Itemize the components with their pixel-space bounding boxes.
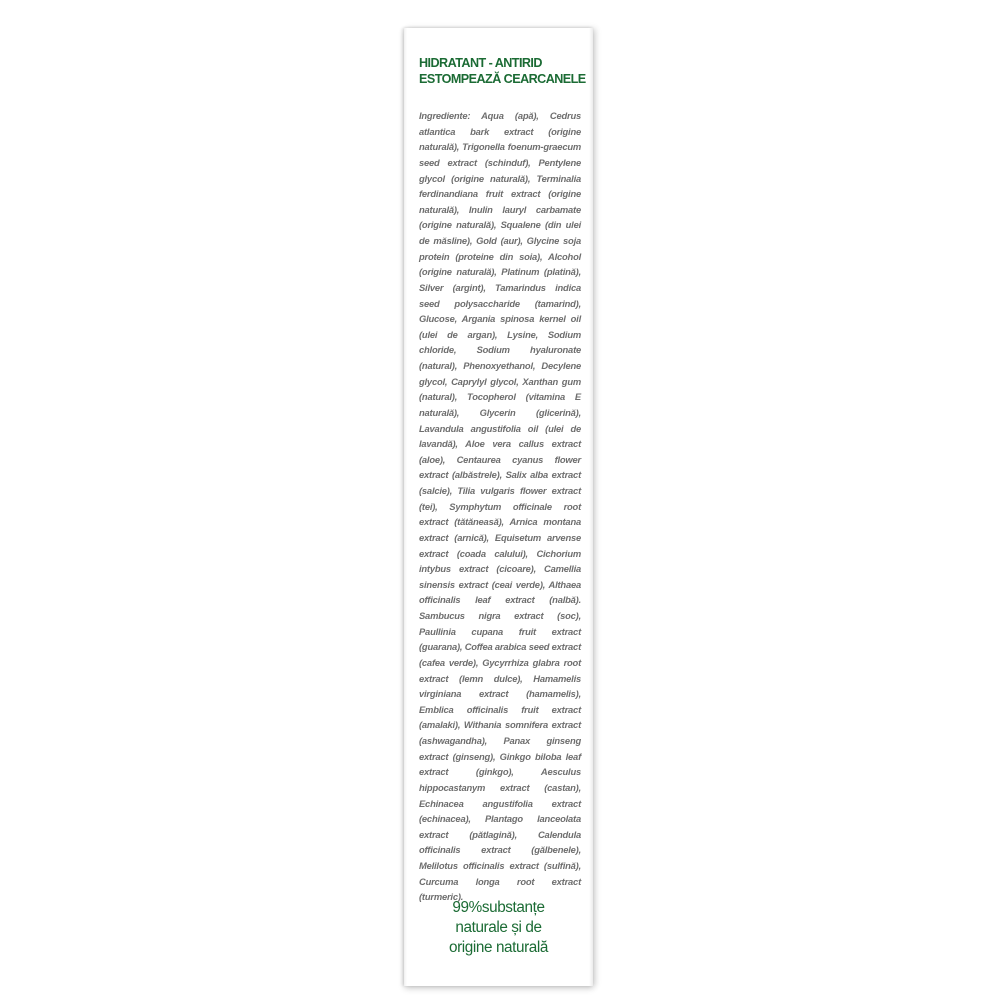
claim-line-2: naturale și de (455, 919, 542, 936)
claim-line-1: 99%substanțe (452, 899, 545, 916)
heading-line-1: HIDRATANT - ANTIRID (419, 56, 542, 70)
heading-line-2: ESTOMPEAZĂ CEARCANELE (419, 72, 586, 86)
natural-claim (404, 898, 593, 958)
ingredients-list: Ingrediente: Aqua (apă), Cedrus atlantica bark extract (origine naturală), Trigonella foenum-graecum seed extract (schinduf), Pentylene glycol (origine naturală), Terminalia ferdinandiana fruit extract (origine naturală), Inulin lauryl carbamate (origine naturală), Squalene (din ulei de măsline), Gold (aur), Glycine soja protein (proteine din soia), Alcohol (origine naturală), Platinum (platină), Silver (argint), Tamarindus indica seed polysaccharide (tamarind), Glucose, Argania spinosa kernel oil (ulei de argan), Lysine, Sodium chloride, Sodium hyaluronate (natural), Phenoxyethanol, Decylene glycol, Caprylyl glycol, Xanthan gum (natural), Tocopherol (vitamina E naturală), Glycerin (glicerină), Lavandula angustifolia oil (ulei de lavandă), Aloe vera callus extract (aloe), Centaurea cyanus flower extract (albăstrele), Salix alba extract (salcie), Tilia vulgaris flower extract (tei), Symphytum officinale root extract (tătăneasă), Arnica montana extract (arnică), Equisetum arvense extract (coada calului), Cichorium intybus extract (cicoare), Camellia sinensis extract (ceai verde), Althaea officinalis leaf extract (nalbă). Sambucus nigra extract (soc), Paullinia cupana fruit extract (guarana), Coffea arabica seed extract (cafea verde), Gycyrrhiza glabra root extract (lemn dulce), Hamamelis virginiana extract (hamamelis), Emblica officinalis fruit extract (amalaki), Withania somnifera extract (ashwagandha), Panax ginseng extract (ginseng), Ginkgo biloba leaf extract (ginkgo), Aesculus hippocastanym extract (castan), Echinacea angustifolia extract (echinacea), Plantago lanceolata extract (pătlagină), Calendula officinalis extract (gălbenele), Melilotus officinalis extract (sulfină), Curcuma longa root extract (turmeric). (419, 110, 581, 903)
product-box-side-panel (404, 28, 593, 986)
product-heading (419, 55, 589, 87)
claim-line-3: origine naturală (448, 939, 549, 956)
